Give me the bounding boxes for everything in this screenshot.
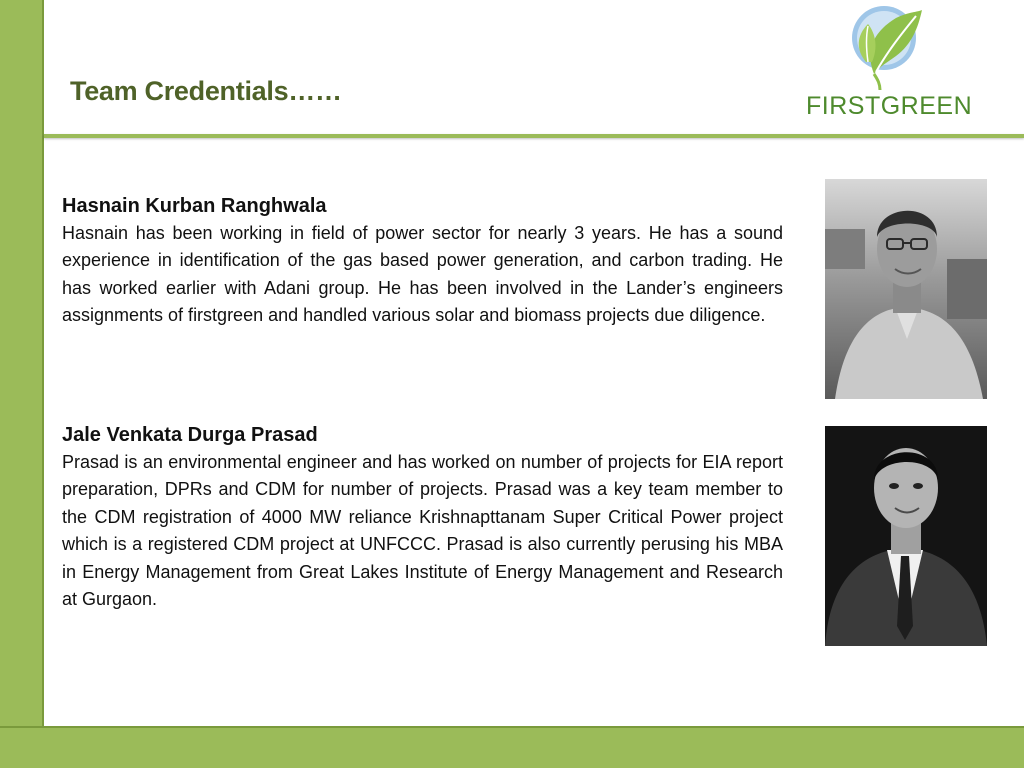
logo-wordmark: FIRSTGREEN — [806, 92, 973, 120]
profile-bio: Hasnain has been working in field of power sector for nearly 3 years. He has a sound experience in identification of the gas based power generation, and carbon trading. He has worked earlier with Adani group. He has been involved in the Lander’s engineers assignments of firstgreen and handled various solar and biomass projects due diligence. — [62, 223, 783, 326]
portrait-photo-icon — [825, 179, 987, 399]
profile-photo-hasnain — [825, 179, 987, 399]
profile-name: Hasnain Kurban Ranghwala — [62, 195, 327, 217]
header-divider — [44, 134, 1024, 138]
profile-hasnain — [62, 193, 783, 330]
profile-name: Jale Venkata Durga Prasad — [62, 424, 318, 446]
profile-photo-prasad — [825, 426, 987, 646]
leaf-logo-icon — [846, 4, 926, 90]
profile-prasad — [62, 422, 783, 613]
profile-bio: Prasad is an environmental engineer and has worked on number of projects for EIA report preparation, DPRs and CDM for number of projects. Prasad was a key team member to the CDM registration of 4000 MW reliance Krishnapttanam Super Critical Power project which is a registered CDM project at UNFCCC. Prasad is also currently perusing his MBA in Energy Management from Great Lakes Institute of Energy Management and Research at Gurgaon. — [62, 452, 783, 610]
firstgreen-logo — [806, 4, 973, 126]
portrait-photo-icon — [825, 426, 987, 646]
left-accent-bar — [0, 0, 44, 726]
bottom-accent-bar — [0, 726, 1024, 768]
slide-title: Team Credentials…… — [70, 76, 342, 106]
